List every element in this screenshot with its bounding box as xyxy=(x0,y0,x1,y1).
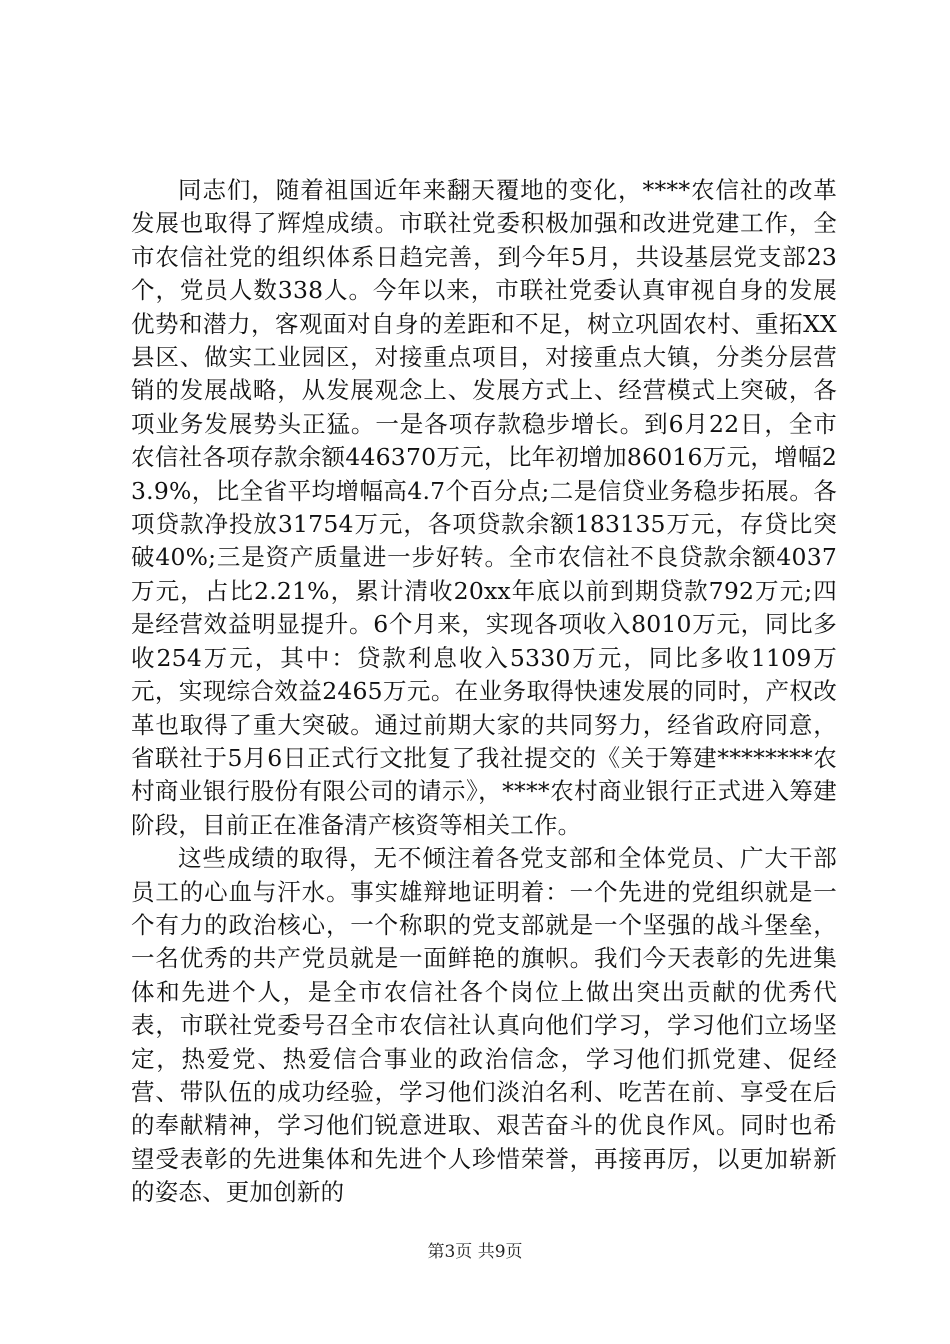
document-body xyxy=(131,174,837,1210)
paragraph-achievements: 同志们，随着祖国近年来翻天覆地的变化，****农信社的改革发展也取得了辉煌成绩。市联社党委积极加强和改进党建工作，全市农信社党的组织体系日趋完善，到今年5月，共设基层党支部23个，党员人数338人。今年以来，市联社党委认真审视自身的发展优势和潜力，客观面对自身的差距和不足，树立巩固农村、重拓XX县区、做实工业园区，对接重点项目，对接重点大镇，分类分层营销的发展战略，从发展观念上、发展方式上、经营模式上突破，各项业务发展势头正猛。一是各项存款稳步增长。到6月22日，全市农信社各项存款余额446370万元，比年初增加86016万元，增幅23.9%，比全省平均增幅高4.7个百分点;二是信贷业务稳步拓展。各项贷款净投放31754万元，各项贷款余额183135万元，存贷比突破40%;三是资产质量进一步好转。全市农信社不良贷款余额4037万元，占比2.21%，累计清收20xx年底以前到期贷款792万元;四是经营效益明显提升。6个月来，实现各项收入8010万元，同比多收254万元，其中：贷款利息收入5330万元，同比多收1109万元，实现综合效益2465万元。在业务取得快速发展的同时，产权改革也取得了重大突破。通过前期大家的共同努力，经省政府同意，省联社于5月6日正式行文批复了我社提交的《关于筹建********农村商业银行股份有限公司的请示》，****农村商业银行正式进入筹建阶段，目前正在准备清产核资等相关工作。 xyxy=(131,176,837,839)
page-number-label: 第3页 共9页 xyxy=(427,1242,523,1262)
page-footer xyxy=(0,1240,950,1264)
paragraph-commendation: 这些成绩的取得，无不倾注着各党支部和全体党员、广大干部员工的心血与汗水。事实雄辩地证明着：一个先进的党组织就是一个有力的政治核心，一个称职的党支部就是一个坚强的战斗堡垒，一名优秀的共产党员就是一面鲜艳的旗帜。我们今天表彰的先进集体和先进个人，是全市农信社各个岗位上做出突出贡献的优秀代表，市联社党委号召全市农信社认真向他们学习，学习他们立场坚定，热爱党、热爱信合事业的政治信念，学习他们抓党建、促经营、带队伍的成功经验，学习他们淡泊名利、吃苦在前、享受在后的奉献精神，学习他们锐意进取、艰苦奋斗的优良作风。同时也希望受表彰的先进集体和先进个人珍惜荣誉，再接再厉，以更加崭新的姿态、更加创新的 xyxy=(131,844,837,1207)
